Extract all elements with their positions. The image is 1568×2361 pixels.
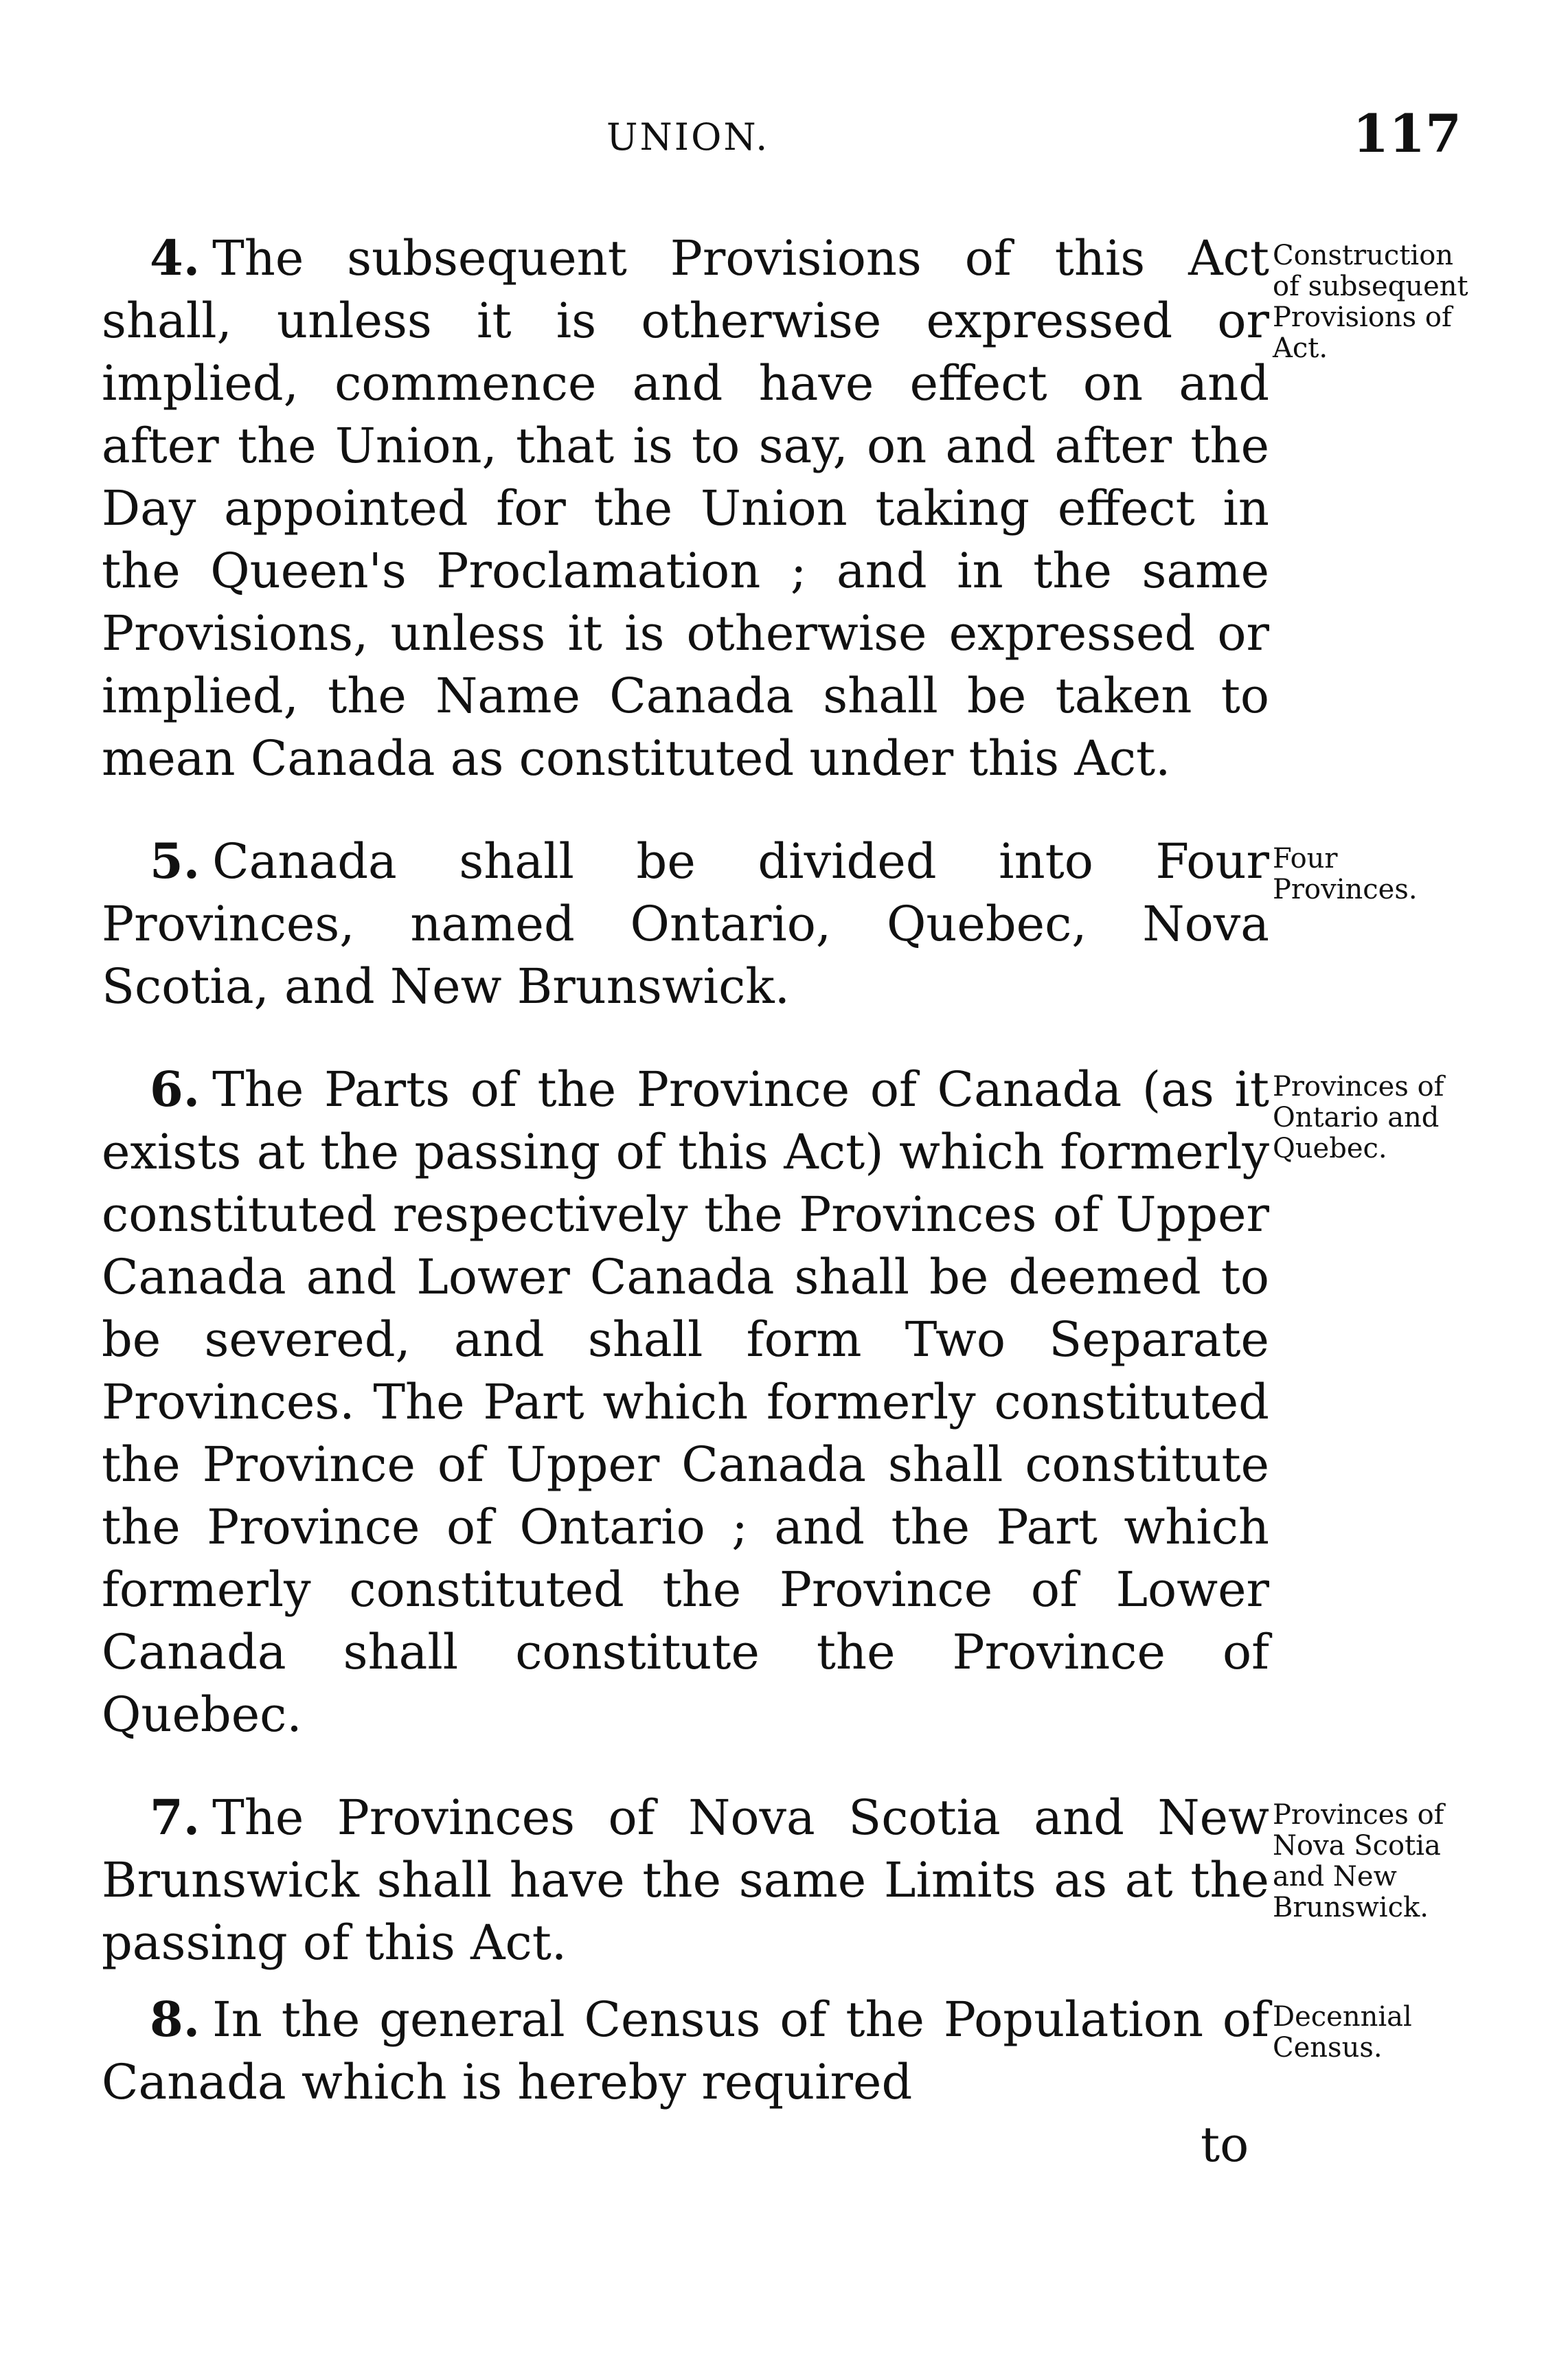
page-number: 117 <box>1352 103 1462 164</box>
section-8 <box>102 1988 1412 2114</box>
section-4 <box>102 227 1468 790</box>
section-number: 4. <box>150 229 201 286</box>
section-number: 8. <box>150 1991 201 2048</box>
section-7 <box>102 1786 1444 1974</box>
marginal-note: Provinces of Nova Scotia and New Brunswick. <box>1273 1799 1444 1923</box>
section-body <box>102 1058 1269 1746</box>
section-text: The subsequent Provisions of this Act shall, unless it is otherwise expressed or implied, commence and have effect on and after the Union, that is to say, on and after the Day appointed for the Union taking effect in the Queen's Proclamation ; and in the same Provisions, unless it is otherwise expressed or implied, the Name Canada shall be taken to mean Canada as constituted under this Act. <box>102 230 1269 787</box>
section-number: 6. <box>150 1061 201 1118</box>
section-number: 5. <box>150 833 201 890</box>
marginal-note: Four Provinces. <box>1273 843 1418 905</box>
section-number: 7. <box>150 1789 201 1846</box>
marginal-note: Construction of subsequent Provisions of Act. <box>1273 240 1468 364</box>
section-body <box>102 1786 1269 1974</box>
running-title: UNION. <box>606 115 770 159</box>
section-text: The Provinces of Nova Scotia and New Brunswick shall have the same Limits as at the passing of this Act. <box>102 1789 1269 1971</box>
section-text: In the general Census of the Population of Canada which is hereby required <box>102 1991 1269 2110</box>
running-head <box>102 103 1462 165</box>
section-body <box>102 1988 1269 2114</box>
section-text: Canada shall be divided into Four Provinces, named Ontario, Quebec, Nova Scotia, and New Brunswick. <box>102 833 1269 1015</box>
section-6 <box>102 1058 1444 1746</box>
catchword: to <box>1201 2116 1249 2173</box>
marginal-note: Provinces of Ontario and Quebec. <box>1273 1071 1444 1164</box>
section-text: The Parts of the Province of Canada (as it exists at the passing of this Act) which formerly constituted respectively the Provinces of Upper Canada and Lower Canada shall be deemed to be severed, and shall form Two Separate Provinces. The Part which formerly constituted the Province of Upper Canada shall constitute the Province of Ontario ; and the Part which formerly constituted the Province of Lower Canada shall constitute the Province of Quebec. <box>102 1061 1269 1743</box>
section-5 <box>102 830 1418 1018</box>
section-body <box>102 830 1269 1018</box>
marginal-note: Decennial Census. <box>1273 2001 1412 2064</box>
page-content <box>102 227 1475 2173</box>
section-body <box>102 227 1269 790</box>
